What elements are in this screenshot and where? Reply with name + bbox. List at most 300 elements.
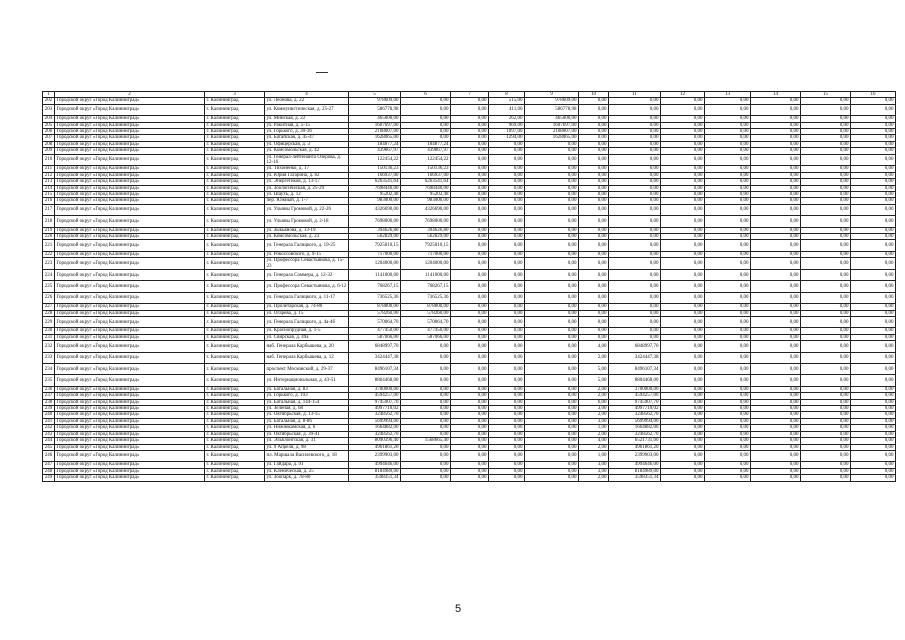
table-cell: 0,00 bbox=[801, 216, 851, 227]
table-cell: 0,00 bbox=[661, 172, 705, 178]
table-cell: 4326690,00 bbox=[349, 204, 401, 215]
table-cell: 0,00 bbox=[801, 116, 851, 122]
page-number: 5 bbox=[455, 603, 462, 615]
table-cell: 0,00 bbox=[751, 406, 801, 412]
table-cell: 0,00 bbox=[525, 375, 579, 386]
table-cell: 3,00 bbox=[579, 406, 609, 412]
column-number-2: 2 bbox=[55, 92, 205, 98]
table-cell: 0,00 bbox=[489, 310, 525, 316]
table-cell: 0,00 bbox=[801, 450, 851, 461]
row-number: 206 bbox=[43, 129, 55, 135]
table-cell: 768267,15 bbox=[349, 281, 401, 292]
table-cell: Городской округ «Город Калининград» bbox=[55, 104, 205, 115]
table-cell: 0,00 bbox=[489, 234, 525, 240]
table-cell: 0,00 bbox=[705, 328, 751, 334]
table-cell: 3700000,00 bbox=[609, 386, 661, 392]
table-cell: 0,00 bbox=[751, 462, 801, 468]
table-cell: 0,00 bbox=[451, 135, 489, 141]
table-cell: 0,00 bbox=[489, 198, 525, 204]
table-cell: Городской округ «Город Калининград» bbox=[55, 399, 205, 405]
table-cell: 0,00 bbox=[751, 304, 801, 310]
table-cell: 0,00 bbox=[609, 148, 661, 154]
table-cell: 0,00 bbox=[451, 204, 489, 215]
table-cell: 0,00 bbox=[489, 240, 525, 251]
address-cell: ул. Свирская, д. 49а bbox=[265, 334, 349, 340]
table-cell: 0,00 bbox=[851, 204, 896, 215]
table-cell: 0,00 bbox=[525, 172, 579, 178]
table-cell: Городской округ «Город Калининград» bbox=[55, 475, 205, 481]
table-cell: г. Калининград bbox=[205, 431, 265, 437]
table-cell: г. Калининград bbox=[205, 240, 265, 251]
table-cell: 0,00 bbox=[451, 304, 489, 310]
table-cell: 0,00 bbox=[579, 192, 609, 198]
table-cell: 0,00 bbox=[751, 227, 801, 233]
table-cell: 0,00 bbox=[401, 341, 451, 352]
table-row bbox=[43, 364, 896, 375]
table-cell: 1294,00 bbox=[489, 135, 525, 141]
table-cell: 0,00 bbox=[801, 304, 851, 310]
table-cell: 0,00 bbox=[451, 148, 489, 154]
table-cell: 0,00 bbox=[851, 438, 896, 444]
table-cell: 0,00 bbox=[661, 258, 705, 270]
table-cell: Городской округ «Город Калининград» bbox=[55, 438, 205, 444]
column-number-16: 16 bbox=[851, 92, 896, 98]
table-cell: 0,00 bbox=[451, 328, 489, 334]
table-cell: 0,00 bbox=[851, 116, 896, 122]
table-cell: 0,00 bbox=[489, 270, 525, 281]
row-number: 242 bbox=[43, 425, 55, 431]
table-cell: 0,00 bbox=[489, 258, 525, 270]
table-cell: г. Калининград bbox=[205, 129, 265, 135]
row-number: 229 bbox=[43, 317, 55, 328]
table-cell: 0,00 bbox=[525, 334, 579, 340]
table-cell: 0,00 bbox=[751, 204, 801, 215]
table-cell: 0,00 bbox=[525, 406, 579, 412]
row-number: 220 bbox=[43, 234, 55, 240]
table-cell: 0,00 bbox=[751, 234, 801, 240]
table-cell: 0,00 bbox=[609, 192, 661, 198]
table-cell: 0,00 bbox=[401, 129, 451, 135]
table-cell: 0,00 bbox=[851, 450, 896, 461]
address-cell: ул. Генерала Галицкого, д. 11-17 bbox=[265, 292, 349, 303]
table-cell: 0,00 bbox=[801, 192, 851, 198]
column-number-9: 9 bbox=[525, 92, 579, 98]
address-cell: ул. Энергетиков, д. 13-17 bbox=[265, 179, 349, 185]
row-number: 213 bbox=[43, 179, 55, 185]
table-cell: 0,00 bbox=[661, 475, 705, 481]
address-cell: ул. Минская, д. 22 bbox=[265, 116, 349, 122]
table-cell: г. Калининград bbox=[205, 227, 265, 233]
table-cell: г. Калининград bbox=[205, 292, 265, 303]
column-number-8: 8 bbox=[489, 92, 525, 98]
address-cell: ул. Ульяны Громовой, д. 22-26 bbox=[265, 204, 349, 215]
table-cell: 1664882,00 bbox=[609, 425, 661, 431]
table-cell: 0,00 bbox=[661, 204, 705, 215]
table-cell: 0,00 bbox=[451, 375, 489, 386]
table-cell: 184877,24 bbox=[401, 141, 451, 147]
table-cell: 7698000,00 bbox=[401, 216, 451, 227]
table-cell: 0,00 bbox=[751, 393, 801, 399]
table-cell: 0,00 bbox=[525, 304, 579, 310]
table-cell: 0,00 bbox=[489, 475, 525, 481]
table-cell: 0,00 bbox=[851, 304, 896, 310]
table-cell: 0,00 bbox=[489, 166, 525, 172]
address-cell: ул. Леонова, д. 22 bbox=[265, 98, 349, 104]
table-cell: 0,00 bbox=[579, 148, 609, 154]
table-cell: 0,00 bbox=[705, 185, 751, 191]
table-cell: 0,00 bbox=[705, 444, 751, 450]
table-cell: 0,00 bbox=[579, 141, 609, 147]
table-cell: 736525,36 bbox=[349, 292, 401, 303]
table-cell: 0,00 bbox=[751, 198, 801, 204]
table-cell: г. Калининград bbox=[205, 386, 265, 392]
address-cell: наб. Генерала Карбышева, д. 20 bbox=[265, 341, 349, 352]
table-cell: 0,00 bbox=[579, 179, 609, 185]
table-cell: 0,00 bbox=[705, 468, 751, 474]
address-cell: ул. Юрия Гагарина, д. 82 bbox=[265, 172, 349, 178]
table-cell: 0,00 bbox=[851, 364, 896, 375]
table-cell: г. Калининград bbox=[205, 341, 265, 352]
table-cell: 0,00 bbox=[489, 334, 525, 340]
table-row bbox=[43, 375, 896, 386]
address-cell: ул. Пролетарская, д. 74-80 bbox=[265, 304, 349, 310]
capital-repair-table bbox=[42, 91, 896, 482]
table-cell: 2,00 bbox=[579, 393, 609, 399]
table-cell: 0,00 bbox=[401, 450, 451, 461]
table-cell: 0,00 bbox=[489, 450, 525, 461]
table-cell: 0,00 bbox=[451, 475, 489, 481]
table-cell: 0,00 bbox=[579, 270, 609, 281]
row-number: 205 bbox=[43, 122, 55, 128]
table-cell: г. Калининград bbox=[205, 281, 265, 292]
table-cell: 0,00 bbox=[751, 166, 801, 172]
table-cell: г. Калининград bbox=[205, 468, 265, 474]
table-cell: 0,00 bbox=[661, 468, 705, 474]
table-cell: 587066,00 bbox=[349, 334, 401, 340]
table-cell: 0,00 bbox=[661, 135, 705, 141]
table-row bbox=[43, 204, 896, 215]
table-cell: 0,00 bbox=[489, 364, 525, 375]
table-cell: 0,00 bbox=[451, 418, 489, 424]
table-cell: Городской округ «Город Калининград» bbox=[55, 304, 205, 310]
table-cell: 0,00 bbox=[451, 98, 489, 104]
table-cell: Городской округ «Город Калининград» bbox=[55, 317, 205, 328]
table-cell: 166937,00 bbox=[401, 172, 451, 178]
table-cell: 411,00 bbox=[489, 104, 525, 115]
table-cell: г. Калининград bbox=[205, 475, 265, 481]
table-cell: 0,00 bbox=[451, 251, 489, 257]
table-cell: Городской округ «Город Калининград» bbox=[55, 154, 205, 166]
table-cell: 0,00 bbox=[525, 317, 579, 328]
table-cell: г. Калининград bbox=[205, 406, 265, 412]
address-cell: наб. Генерала Карбышева, д. 12 bbox=[265, 352, 349, 363]
table-cell: г. Калининград bbox=[205, 192, 265, 198]
table-cell: 0,00 bbox=[525, 234, 579, 240]
table-cell: 0,00 bbox=[661, 281, 705, 292]
row-number: 217 bbox=[43, 204, 55, 215]
table-cell: 0,00 bbox=[489, 227, 525, 233]
table-cell: Городской округ «Город Калининград» bbox=[55, 135, 205, 141]
table-cell: 0,00 bbox=[579, 135, 609, 141]
table-cell: 0,00 bbox=[525, 431, 579, 437]
table-cell: 6848997,70 bbox=[609, 341, 661, 352]
table-cell: 0,00 bbox=[801, 122, 851, 128]
table-cell: 0,00 bbox=[661, 425, 705, 431]
table-cell: г. Калининград bbox=[205, 438, 265, 444]
table-cell: г. Калининград bbox=[205, 364, 265, 375]
table-cell: 0,00 bbox=[851, 240, 896, 251]
table-cell: 570064,70 bbox=[401, 317, 451, 328]
table-cell: 0,00 bbox=[525, 179, 579, 185]
table-cell: 0,00 bbox=[525, 198, 579, 204]
table-cell: 0,00 bbox=[451, 462, 489, 468]
table-cell: Городской округ «Город Калининград» bbox=[55, 204, 205, 215]
column-number-7: 7 bbox=[451, 92, 489, 98]
table-cell: Городской округ «Город Калининград» bbox=[55, 198, 205, 204]
table-cell: 0,00 bbox=[705, 431, 751, 437]
table-cell: 0,00 bbox=[851, 172, 896, 178]
table-cell: 3248562,70 bbox=[349, 431, 401, 437]
table-cell: 0,00 bbox=[705, 462, 751, 468]
table-cell: Городской округ «Город Калининград» bbox=[55, 462, 205, 468]
table-cell: Городской округ «Город Калининград» bbox=[55, 364, 205, 375]
address-cell: проспект Московский, д. 29-37 bbox=[265, 364, 349, 375]
table-cell: 0,00 bbox=[851, 251, 896, 257]
table-cell: 0,00 bbox=[801, 418, 851, 424]
table-cell: 3598351,34 bbox=[609, 475, 661, 481]
table-cell: 586778,98 bbox=[349, 104, 401, 115]
table-body bbox=[43, 98, 896, 481]
row-number: 245 bbox=[43, 444, 55, 450]
row-number: 239 bbox=[43, 406, 55, 412]
table-cell: 0,00 bbox=[801, 375, 851, 386]
row-number: 218 bbox=[43, 216, 55, 227]
row-number: 203 bbox=[43, 104, 55, 115]
table-cell: г. Калининград bbox=[205, 352, 265, 363]
table-cell: 0,00 bbox=[609, 317, 661, 328]
table-cell: 0,00 bbox=[525, 328, 579, 334]
table-row bbox=[43, 154, 896, 166]
table-cell: Городской округ «Город Калининград» bbox=[55, 258, 205, 270]
table-cell: 0,00 bbox=[705, 216, 751, 227]
table-cell: 0,00 bbox=[661, 444, 705, 450]
table-cell: 0,00 bbox=[451, 240, 489, 251]
table-cell: 0,00 bbox=[401, 462, 451, 468]
table-cell: 0,00 bbox=[661, 462, 705, 468]
table-cell: 0,00 bbox=[851, 425, 896, 431]
table-cell: 0,00 bbox=[579, 334, 609, 340]
table-cell: 0,00 bbox=[401, 468, 451, 474]
table-cell: 1,00 bbox=[579, 450, 609, 461]
table-cell: 0,00 bbox=[661, 98, 705, 104]
row-number: 214 bbox=[43, 185, 55, 191]
table-cell: Городской округ «Город Калининград» bbox=[55, 328, 205, 334]
table-cell: г. Калининград bbox=[205, 204, 265, 215]
table-cell: 0,00 bbox=[801, 393, 851, 399]
table-cell: 4961861,20 bbox=[609, 444, 661, 450]
table-cell: 0,00 bbox=[661, 240, 705, 251]
table-cell: 0,00 bbox=[705, 166, 751, 172]
table-cell: 0,00 bbox=[751, 185, 801, 191]
table-cell: Городской округ «Город Калининград» bbox=[55, 116, 205, 122]
table-cell: 0,00 bbox=[609, 227, 661, 233]
table-cell: 0,00 bbox=[801, 281, 851, 292]
address-cell: ул. Горького, д. 30-36 bbox=[265, 129, 349, 135]
table-cell: 0,00 bbox=[609, 116, 661, 122]
table-cell: 0,00 bbox=[751, 468, 801, 474]
table-cell: 562829,00 bbox=[401, 234, 451, 240]
table-cell: 3424447,38 bbox=[609, 352, 661, 363]
table-cell: 0,00 bbox=[851, 444, 896, 450]
table-cell: 0,00 bbox=[751, 425, 801, 431]
table-cell: 0,00 bbox=[801, 334, 851, 340]
table-cell: 0,00 bbox=[851, 192, 896, 198]
table-cell: Городской округ «Город Калининград» bbox=[55, 216, 205, 227]
table-cell: Городской округ «Город Калининград» bbox=[55, 98, 205, 104]
table-cell: 0,00 bbox=[705, 172, 751, 178]
table-cell: 0,00 bbox=[451, 192, 489, 198]
table-cell: 0,00 bbox=[525, 154, 579, 166]
table-cell: 0,00 bbox=[401, 406, 451, 412]
table-cell: 0,00 bbox=[579, 216, 609, 227]
table-cell: 0,00 bbox=[751, 192, 801, 198]
address-cell: ул. Профессора Севастьянова, д. 15-23 bbox=[265, 258, 349, 270]
table-cell: 0,00 bbox=[451, 154, 489, 166]
table-cell: 0,00 bbox=[401, 98, 451, 104]
table-cell: 0,00 bbox=[451, 406, 489, 412]
table-cell: 9745907,70 bbox=[349, 399, 401, 405]
table-cell: 477450,00 bbox=[349, 328, 401, 334]
table-cell: 0,00 bbox=[661, 270, 705, 281]
table-cell: 0,00 bbox=[751, 98, 801, 104]
table-cell: 736525,36 bbox=[401, 292, 451, 303]
address-cell: ул. Нижнекамская, д. 6 bbox=[265, 425, 349, 431]
address-cell: ул. Комсомольская, д. 42 bbox=[265, 148, 349, 154]
table-cell: 0,00 bbox=[751, 328, 801, 334]
table-cell: 0,00 bbox=[489, 412, 525, 418]
table-cell: Городской округ «Город Калининград» bbox=[55, 234, 205, 240]
table-cell: 0,00 bbox=[609, 251, 661, 257]
table-cell: 0,00 bbox=[525, 468, 579, 474]
table-cell: г. Калининград bbox=[205, 166, 265, 172]
table-cell: 0,00 bbox=[489, 141, 525, 147]
row-number: 232 bbox=[43, 341, 55, 352]
table-cell: 0,00 bbox=[489, 172, 525, 178]
table-cell: 0,00 bbox=[489, 418, 525, 424]
table-cell: Городской округ «Город Калининград» bbox=[55, 468, 205, 474]
table-cell: 0,00 bbox=[525, 386, 579, 392]
table-cell: 578260,00 bbox=[349, 310, 401, 316]
table-cell: 0,00 bbox=[609, 141, 661, 147]
table-cell: 0,00 bbox=[401, 364, 451, 375]
table-cell: 0,00 bbox=[401, 104, 451, 115]
table-cell: 0,00 bbox=[451, 334, 489, 340]
address-cell: ул. Генерала Соммера, д. 12-32 bbox=[265, 270, 349, 281]
table-cell: Городской округ «Город Калининград» bbox=[55, 425, 205, 431]
table-cell: 0,00 bbox=[801, 399, 851, 405]
table-cell: 0,00 bbox=[489, 216, 525, 227]
table-cell: 0,00 bbox=[801, 352, 851, 363]
table-cell: 0,00 bbox=[751, 251, 801, 257]
table-cell: 0,00 bbox=[851, 216, 896, 227]
table-cell: 439867,97 bbox=[349, 148, 401, 154]
table-cell: 95202,48 bbox=[349, 192, 401, 198]
table-cell: 0,00 bbox=[609, 129, 661, 135]
row-number: 228 bbox=[43, 310, 55, 316]
table-cell: 878800,00 bbox=[349, 304, 401, 310]
table-cell: 9745907,70 bbox=[609, 399, 661, 405]
table-cell: 0,00 bbox=[609, 234, 661, 240]
address-cell: ул. Батайская, д. 45-47 bbox=[265, 135, 349, 141]
table-cell: 0,00 bbox=[705, 475, 751, 481]
table-cell: 5,00 bbox=[579, 364, 609, 375]
row-number: 248 bbox=[43, 468, 55, 474]
table-cell: 0,00 bbox=[489, 304, 525, 310]
table-cell: 0,00 bbox=[851, 393, 896, 399]
table-cell: г. Калининград bbox=[205, 141, 265, 147]
table-cell: 0,00 bbox=[661, 364, 705, 375]
table-row bbox=[43, 104, 896, 115]
table-cell: г. Калининград bbox=[205, 258, 265, 270]
table-cell: 0,00 bbox=[525, 412, 579, 418]
table-cell: 0,00 bbox=[851, 352, 896, 363]
address-cell: ул. Зоологическая, д. 25-29 bbox=[265, 185, 349, 191]
table-cell: 0,00 bbox=[525, 281, 579, 292]
table-cell: 0,00 bbox=[851, 179, 896, 185]
table-cell: 0,00 bbox=[751, 399, 801, 405]
table-cell: 0,00 bbox=[579, 172, 609, 178]
table-cell: 0,00 bbox=[705, 198, 751, 204]
table-cell: Городской округ «Город Калининград» bbox=[55, 148, 205, 154]
table-cell: 0,00 bbox=[751, 341, 801, 352]
table-cell: 0,00 bbox=[489, 281, 525, 292]
table-cell: 0,00 bbox=[451, 172, 489, 178]
table-cell: 0,00 bbox=[451, 141, 489, 147]
table-cell: 8184989,00 bbox=[349, 468, 401, 474]
table-cell: 0,00 bbox=[801, 98, 851, 104]
table-cell: 0,00 bbox=[801, 431, 851, 437]
table-cell: 0,00 bbox=[579, 227, 609, 233]
row-number: 225 bbox=[43, 281, 55, 292]
table-cell: 0,00 bbox=[851, 227, 896, 233]
table-cell: 0,00 bbox=[661, 418, 705, 424]
table-cell: 0,00 bbox=[579, 234, 609, 240]
table-cell: 0,00 bbox=[489, 393, 525, 399]
table-cell: г. Калининград bbox=[205, 104, 265, 115]
table-cell: Городской округ «Город Калининград» bbox=[55, 172, 205, 178]
table-cell: 0,00 bbox=[751, 129, 801, 135]
table-cell: 0,00 bbox=[751, 364, 801, 375]
table-cell: 0,00 bbox=[609, 179, 661, 185]
table-cell: 0,00 bbox=[661, 393, 705, 399]
table-cell: 0,00 bbox=[851, 475, 896, 481]
table-cell: 6521731,00 bbox=[609, 438, 661, 444]
row-number: 243 bbox=[43, 431, 55, 437]
table-cell: 0,00 bbox=[851, 317, 896, 328]
table-cell: 0,00 bbox=[661, 234, 705, 240]
table-cell: Городской округ «Город Калининград» bbox=[55, 418, 205, 424]
table-cell: 0,00 bbox=[851, 310, 896, 316]
table-cell: 0,00 bbox=[851, 406, 896, 412]
table-cell: 0,00 bbox=[705, 204, 751, 215]
table-cell: 0,00 bbox=[525, 444, 579, 450]
table-cell: 0,00 bbox=[451, 179, 489, 185]
table-cell: Городской округ «Город Калининград» bbox=[55, 393, 205, 399]
address-cell: ул. Гайдара, д. 91 bbox=[265, 462, 349, 468]
address-cell: ул. Зыкьянова, д. 13-19 bbox=[265, 227, 349, 233]
table-cell: 0,00 bbox=[451, 129, 489, 135]
table-cell: 0,00 bbox=[851, 270, 896, 281]
